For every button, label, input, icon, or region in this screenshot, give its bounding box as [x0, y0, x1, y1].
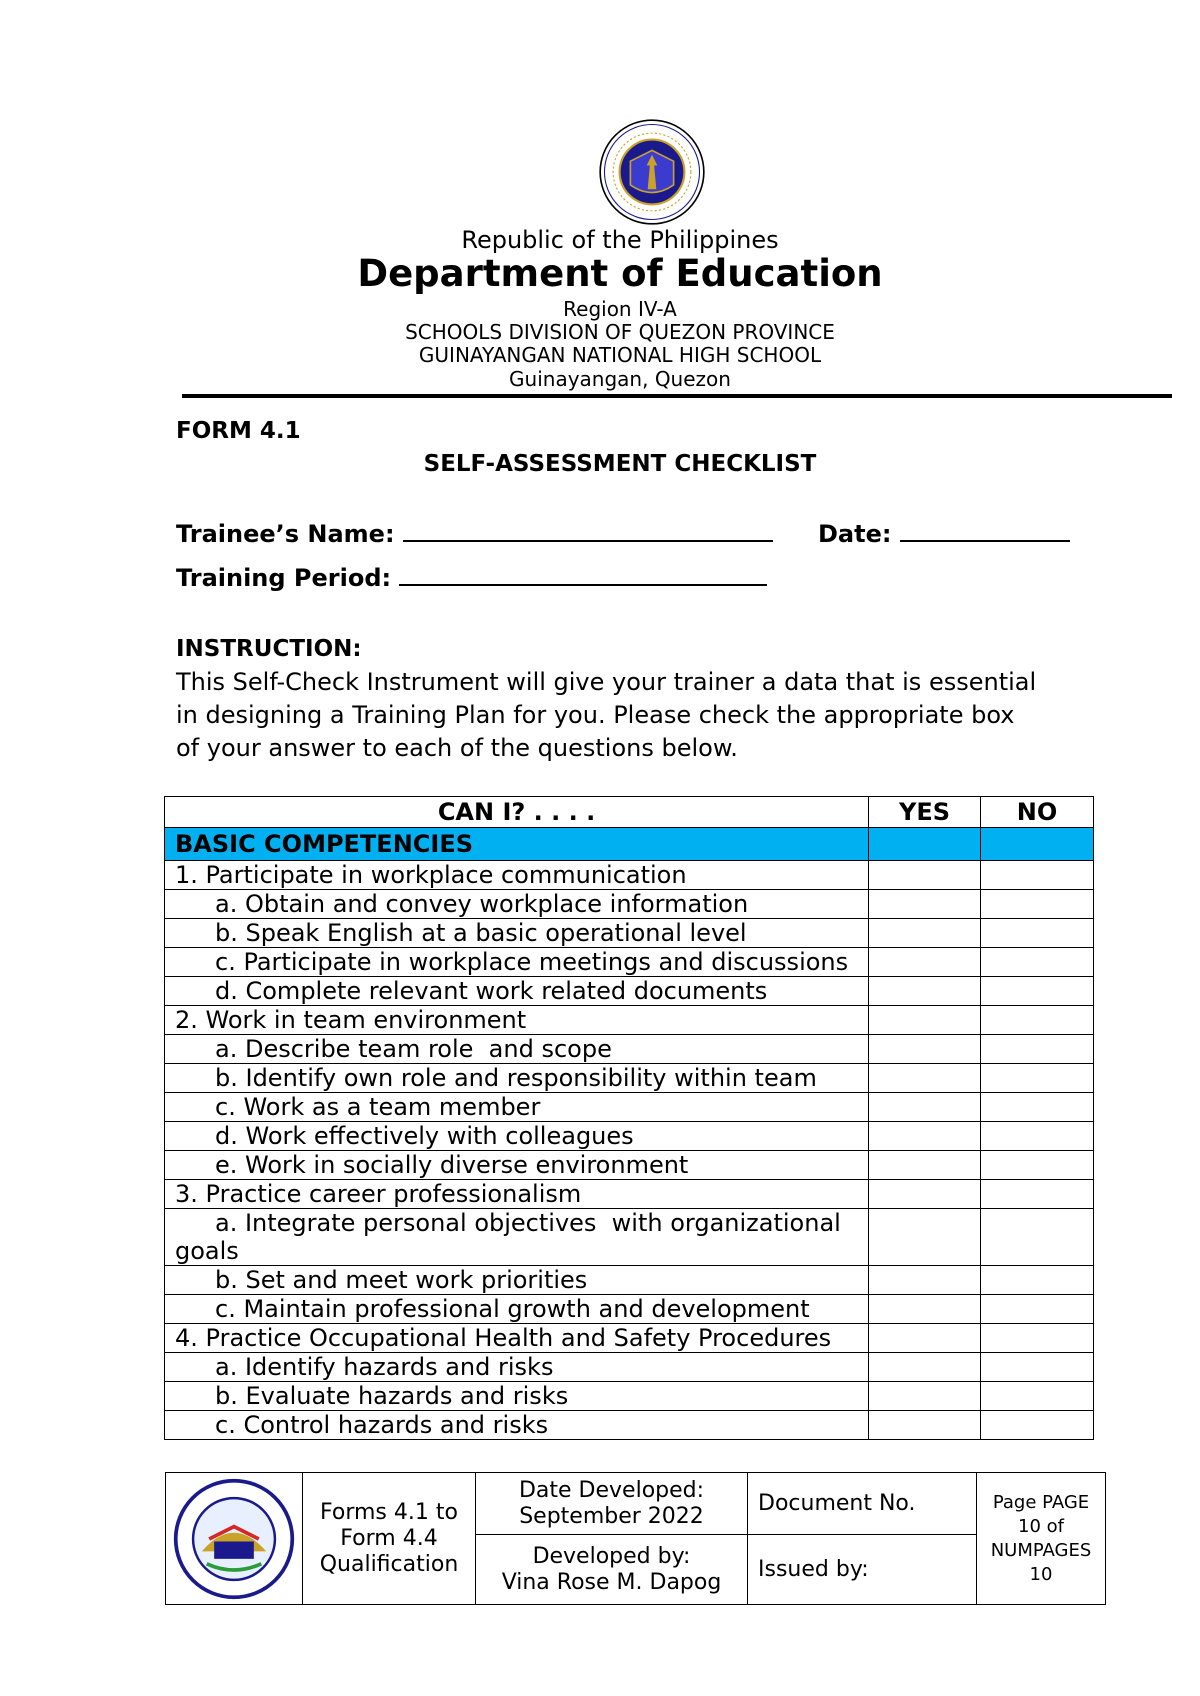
yes-checkbox[interactable] [869, 948, 981, 977]
yes-checkbox[interactable] [869, 1353, 981, 1382]
self-assessment-table [164, 796, 1094, 1440]
location-line: Guinayangan, Quezon [509, 367, 731, 391]
competency-text: 3. Practice career professionalism [165, 1180, 869, 1209]
instruction-line-2: in designing a Training Plan for you. Please check the appropriate box [176, 701, 1015, 729]
header-divider [182, 394, 1172, 398]
col-no-header: NO [981, 797, 1094, 828]
trainee-name-label: Trainee’s Name: [176, 520, 395, 548]
table-row [165, 977, 1094, 1006]
yes-checkbox[interactable] [869, 977, 981, 1006]
table-row [165, 1093, 1094, 1122]
developed-by-label: Developed by: [532, 1543, 691, 1569]
competency-text: b. Evaluate hazards and risks [165, 1382, 869, 1411]
competency-text: b. Identify own role and responsibility within team [165, 1064, 869, 1093]
document-no-cell: Document No. [748, 1473, 977, 1535]
competency-text: d. Work effectively with colleagues [165, 1122, 869, 1151]
no-checkbox[interactable] [981, 890, 1094, 919]
no-checkbox[interactable] [981, 919, 1094, 948]
yes-checkbox[interactable] [869, 1295, 981, 1324]
yes-checkbox[interactable] [869, 1411, 981, 1440]
form-number: FORM 4.1 [176, 418, 301, 444]
no-checkbox[interactable] [981, 1006, 1094, 1035]
yes-checkbox[interactable] [869, 1122, 981, 1151]
no-checkbox[interactable] [981, 1151, 1094, 1180]
yes-checkbox[interactable] [869, 1324, 981, 1353]
table-row [165, 890, 1094, 919]
table-row [165, 1122, 1094, 1151]
yes-checkbox[interactable] [869, 1382, 981, 1411]
competency-text-line-1: a. Integrate personal objectives with organizational [215, 1209, 841, 1237]
no-checkbox[interactable] [981, 1324, 1094, 1353]
training-period-field[interactable] [399, 558, 767, 586]
instruction-heading: INSTRUCTION: [176, 636, 362, 662]
no-checkbox[interactable] [981, 948, 1094, 977]
issued-by-cell: Issued by: [748, 1535, 977, 1605]
date-developed-value: September 2022 [519, 1503, 704, 1529]
competency-text: d. Complete relevant work related documents [165, 977, 869, 1006]
division-line: SCHOOLS DIVISION OF QUEZON PROVINCE [405, 320, 835, 344]
section-yes-cell [869, 828, 981, 861]
developed-by-value: Vina Rose M. Dapog [501, 1569, 722, 1595]
instruction-line-3: of your answer to each of the questions below. [176, 734, 738, 762]
competency-text: 2. Work in team environment [165, 1006, 869, 1035]
developed-by-cell [476, 1535, 748, 1605]
competency-text: c. Control hazards and risks [165, 1411, 869, 1440]
page-line-1: Page PAGE [992, 1491, 1090, 1513]
competency-text-line-2: goals [175, 1237, 239, 1265]
instruction-line-1: This Self-Check Instrument will give your trainer a data that is essential [176, 668, 1037, 696]
page-line-3: NUMPAGES [990, 1539, 1092, 1561]
no-checkbox[interactable] [981, 861, 1094, 890]
yes-checkbox[interactable] [869, 1064, 981, 1093]
no-checkbox[interactable] [981, 1064, 1094, 1093]
no-checkbox[interactable] [981, 1411, 1094, 1440]
training-period-label: Training Period: [176, 564, 392, 592]
no-checkbox[interactable] [981, 1180, 1094, 1209]
table-row [165, 861, 1094, 890]
yes-checkbox[interactable] [869, 1006, 981, 1035]
table-row [165, 1266, 1094, 1295]
competency-text: b. Set and meet work priorities [165, 1266, 869, 1295]
department-title: Department of Education [357, 252, 883, 295]
no-checkbox[interactable] [981, 1295, 1094, 1324]
no-checkbox[interactable] [981, 1266, 1094, 1295]
col-yes-header: YES [869, 797, 981, 828]
yes-checkbox[interactable] [869, 1180, 981, 1209]
school-line: GUINAYANGAN NATIONAL HIGH SCHOOL [418, 343, 822, 367]
table-row [165, 1064, 1094, 1093]
table-row [165, 1209, 1094, 1266]
forms-line-2: Form 4.4 [340, 1525, 438, 1551]
table-row [165, 1295, 1094, 1324]
school-logo [172, 1477, 296, 1601]
no-checkbox[interactable] [981, 1093, 1094, 1122]
school-logo-cell [166, 1473, 303, 1605]
trainee-name-row [176, 514, 773, 548]
section-no-cell [981, 828, 1094, 861]
date-developed-label: Date Developed: [518, 1477, 705, 1503]
form-title: SELF-ASSESSMENT CHECKLIST [423, 451, 817, 477]
date-row [818, 514, 1070, 548]
section-label: BASIC COMPETENCIES [165, 828, 869, 861]
region-line: Region IV-A [563, 297, 677, 321]
document-footer [165, 1472, 1106, 1605]
forms-line-3: Qualification [319, 1551, 459, 1577]
table-header-row [165, 797, 1094, 828]
page-number-cell [977, 1473, 1106, 1605]
no-checkbox[interactable] [981, 977, 1094, 1006]
no-checkbox[interactable] [981, 1035, 1094, 1064]
col-question-header: CAN I? . . . . [165, 797, 869, 828]
page-line-2: 10 of [1018, 1515, 1064, 1537]
competency-text: 1. Participate in workplace communication [165, 861, 869, 890]
table-row [165, 1411, 1094, 1440]
table-row [165, 1151, 1094, 1180]
table-row [165, 1006, 1094, 1035]
section-row [165, 828, 1094, 861]
competency-text: c. Work as a team member [165, 1093, 869, 1122]
competency-text: a. Obtain and convey workplace information [165, 890, 869, 919]
date-label: Date: [818, 520, 892, 548]
yes-checkbox[interactable] [869, 890, 981, 919]
no-checkbox[interactable] [981, 1382, 1094, 1411]
country-line: Republic of the Philippines [461, 226, 779, 254]
yes-checkbox[interactable] [869, 1151, 981, 1180]
date-developed-cell [476, 1473, 748, 1535]
deped-seal-logo [598, 118, 706, 226]
yes-checkbox[interactable] [869, 919, 981, 948]
table-row [165, 1180, 1094, 1209]
yes-checkbox[interactable] [869, 1035, 981, 1064]
trainee-name-field[interactable] [403, 514, 773, 542]
competency-text-wrapped [165, 1209, 869, 1266]
table-row [165, 1353, 1094, 1382]
yes-checkbox[interactable] [869, 1266, 981, 1295]
competency-text: c. Maintain professional growth and development [165, 1295, 869, 1324]
yes-checkbox[interactable] [869, 1093, 981, 1122]
competency-text: e. Work in socially diverse environment [165, 1151, 869, 1180]
competency-text: a. Describe team role and scope [165, 1035, 869, 1064]
table-row [165, 948, 1094, 977]
competency-text: 4. Practice Occupational Health and Safety Procedures [165, 1324, 869, 1353]
table-row [165, 1382, 1094, 1411]
no-checkbox[interactable] [981, 1209, 1094, 1266]
yes-checkbox[interactable] [869, 1209, 981, 1266]
page-line-4: 10 [1029, 1563, 1053, 1585]
table-row [165, 1035, 1094, 1064]
date-field[interactable] [900, 514, 1070, 542]
forms-line-1: Forms 4.1 to [320, 1499, 458, 1525]
no-checkbox[interactable] [981, 1122, 1094, 1151]
forms-cell [303, 1473, 476, 1605]
no-checkbox[interactable] [981, 1353, 1094, 1382]
training-period-row [176, 558, 767, 592]
yes-checkbox[interactable] [869, 861, 981, 890]
competency-text: b. Speak English at a basic operational level [165, 919, 869, 948]
table-row [165, 919, 1094, 948]
competency-text: c. Participate in workplace meetings and discussions [165, 948, 869, 977]
competency-text: a. Identify hazards and risks [165, 1353, 869, 1382]
table-row [165, 1324, 1094, 1353]
